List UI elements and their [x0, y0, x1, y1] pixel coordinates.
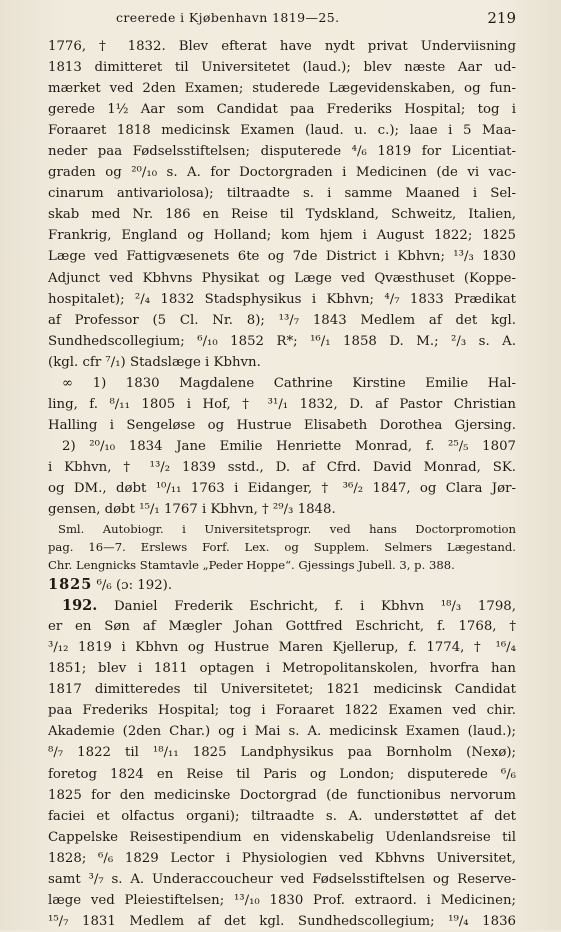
- marriage-line: 2) ²⁰/₁₀ 1834 Jane Emilie Henriette Monrad, f. ²⁵/₅ 1807: [62, 438, 516, 454]
- text-line: hospitalet); ²/₄ 1832 Stadsphysikus i Kbhvn; ⁴/₇ 1833 Prædikat: [48, 291, 516, 307]
- text-line: ⁸/₇ 1822 til ¹⁸/₁₁ 1825 Landphysikus paa Bornholm (Nexø);: [48, 745, 516, 761]
- marriage-line: ∞ 1) 1830 Magdalene Cathrine Kirstine Emilie Hal-: [62, 375, 516, 391]
- year-heading-date: ⁶/₆ (ɔ: 192).: [96, 578, 173, 594]
- text-line: Halling i Sengeløse og Hustrue Elisabeth Dorothea Gjersing.: [48, 417, 516, 433]
- running-head: [0, 10, 561, 32]
- text-line: gerede 1½ Aar som Candidat paa Frederiks Hospital; tog i: [48, 102, 516, 118]
- text-line: graden og ²⁰/₁₀ s. A. for Doctorgraden i Medicinen (de vi vac-: [48, 165, 516, 181]
- year-heading-year: 1825: [48, 576, 93, 594]
- year-heading: [48, 574, 516, 595]
- text-line: (kgl. cfr ⁷/₁) Stadslæge i Kbhvn.: [48, 354, 261, 370]
- text-line: af Professor (5 Cl. Nr. 8); ¹³/₇ 1843 Medlem af det kgl.: [48, 312, 516, 328]
- text-line: foretog 1824 en Reise til Paris og London; disputerede ⁶/₆: [48, 766, 516, 782]
- text-line: Sundhedscollegium; ⁶/₁₀ 1852 R*; ¹⁶/₁ 1858 D. M.; ²/₃ s. A.: [48, 333, 516, 349]
- text-line: gensen, døbt ¹⁵/₁ 1767 i Kbhvn, † ²⁹/₃ 1848.: [48, 502, 336, 518]
- source-line: Chr. Lengnicks Stamtavle „Peder Hoppe“. Gjessings Jubell. 3, p. 388.: [48, 558, 455, 573]
- source-line: Sml. Autobiogr. i Universitetsprogr. ved hans Doctorpromotion: [58, 522, 516, 537]
- text-line: 1813 dimitteret til Universitetet (laud.); blev næste Aar ud-: [48, 60, 516, 76]
- text-line: 1851; blev i 1811 optagen i Metropolitanskolen, hvorfra han: [48, 661, 516, 677]
- running-title: creerede i Kjøbenhavn 1819—25.: [116, 10, 340, 25]
- page-number: 219: [487, 9, 516, 27]
- text-line: 1825 for den medicinske Doctorgrad (de functionibus nervorum: [48, 787, 516, 803]
- text-line: paa Frederiks Hospital; tog i Foraaret 1822 Examen ved chir.: [48, 703, 516, 719]
- text-line: Cappelske Reisestipendium en videnskabelig Udenlandsreise til: [48, 829, 516, 845]
- entry-first-line-text: Daniel Frederik Eschricht, f. i Kbhvn ¹⁸/₃ 1798,: [114, 599, 516, 615]
- text-line: Læge ved Fattigvæsenets 6te og 7de District i Kbhvn; ¹³/₃ 1830: [48, 249, 516, 265]
- text-line: og DM., døbt ¹⁰/₁₁ 1763 i Eidanger, † ³⁶/₂ 1847, og Clara Jør-: [48, 480, 516, 496]
- text-line: læge ved Pleiestiftelsen; ¹³/₁₀ 1830 Prof. extraord. i Medicinen;: [48, 892, 516, 908]
- text-line: i Kbhvn, † ¹³/₂ 1839 sstd., D. af Cfrd. David Monrad, SK.: [48, 459, 516, 475]
- text-line: ling, f. ⁸/₁₁ 1805 i Hof, † ³¹/₁ 1832, D. af Pastor Christian: [48, 396, 516, 412]
- text-line: 1776, † 1832. Blev efterat have nydt privat Underviisning: [48, 39, 516, 54]
- text-line: faciei et olfactus organi); tiltraadte s. A. understøttet af det: [48, 808, 516, 824]
- entry-first-line: [48, 595, 516, 616]
- text-line: er en Søn af Mægler Johan Gottfred Eschricht, f. 1768, †: [48, 619, 516, 635]
- text-line: neder paa Fødselsstiftelsen; disputerede ⁴/₆ 1819 for Licentiat-: [48, 144, 516, 160]
- text-line: cinarum antivariolosa); tiltraadte s. i samme Maaned i Sel-: [48, 186, 516, 202]
- text-line: samt ³/₇ s. A. Underaccoucheur ved Fødselsstiftelsen og Reserve-: [48, 871, 516, 887]
- text-line: mærket ved 2den Examen; studerede Lægevidenskaben, og fun-: [48, 81, 516, 97]
- text-line: Adjunct ved Kbhvns Physikat og Læge ved Qvæsthuset (Koppe-: [48, 270, 516, 286]
- entry-number: 192.: [62, 597, 98, 615]
- text-line: ¹⁵/₇ 1831 Medlem af det kgl. Sundhedscollegium; ¹⁹/₄ 1836: [48, 913, 516, 929]
- text-line: skab med Nr. 186 en Reise til Tydskland, Schweitz, Italien,: [48, 207, 516, 223]
- text-line: Foraaret 1818 medicinsk Examen (laud. u. c.); laae i 5 Maa-: [48, 123, 516, 139]
- body-text: [48, 36, 516, 932]
- text-line: ³/₁₂ 1819 i Kbhvn og Hustrue Maren Kjellerup, f. 1774, † ¹⁶/₄: [48, 640, 516, 656]
- text-line: 1828; ⁶/₆ 1829 Lector i Physiologien ved Kbhvns Universitet,: [48, 850, 516, 866]
- source-line: pag. 16—7. Erslews Forf. Lex. og Supplem. Selmers Lægestand.: [48, 540, 516, 555]
- text-line: Akademie (2den Char.) og i Mai s. A. medicinsk Examen (laud.);: [48, 724, 516, 740]
- text-line: Frankrig, England og Holland; kom hjem i August 1822; 1825: [48, 228, 516, 244]
- text-line: 1817 dimitteredes til Universitetet; 1821 medicinsk Candidat: [48, 682, 516, 698]
